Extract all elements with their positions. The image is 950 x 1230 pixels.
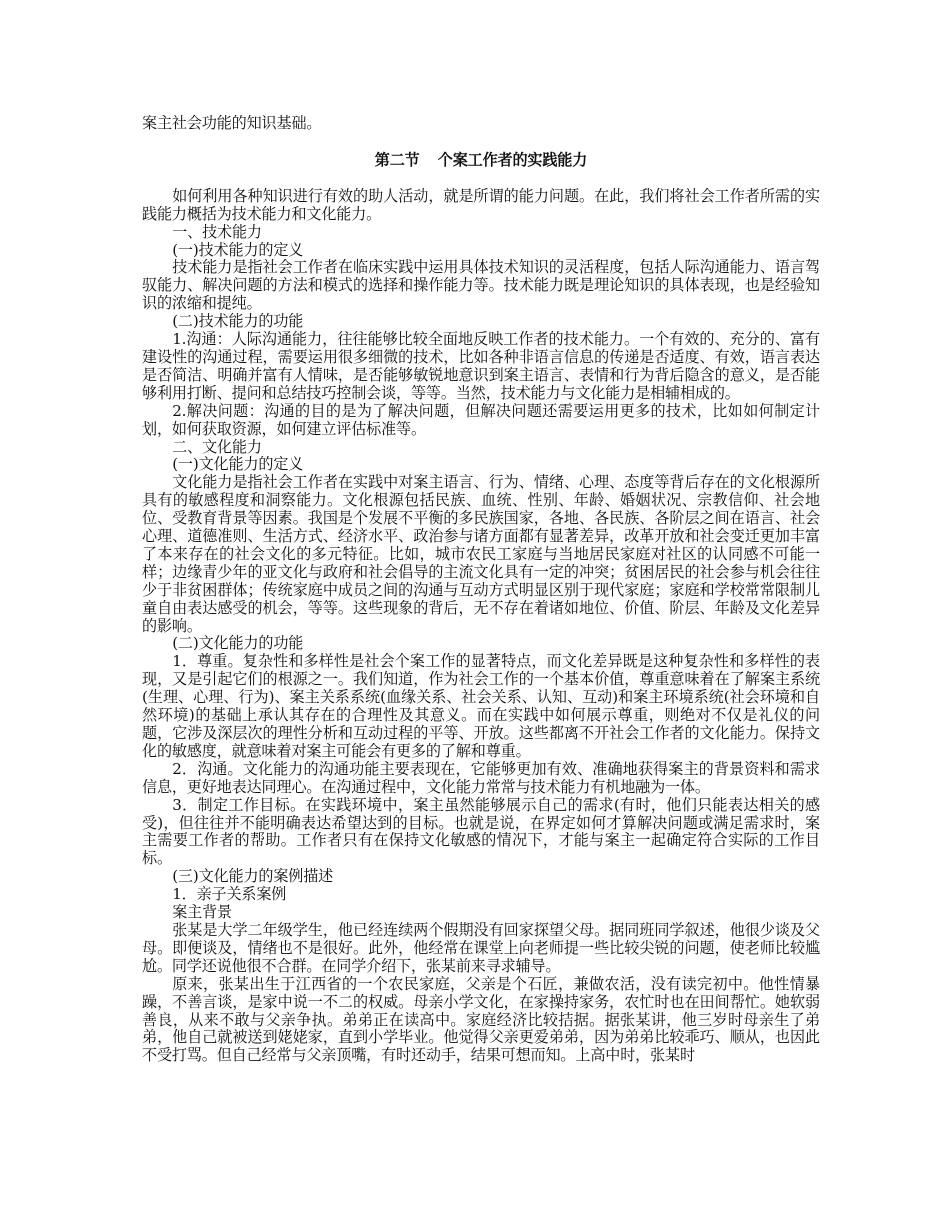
intro-paragraph: 如何利用各种知识进行有效的助人活动，就是所谓的能力问题。在此，我们将社会工作者所需的实践能力概括为技术能力和文化能力。 — [142, 186, 820, 223]
subheading-technical-function: (二)技术能力的功能 — [172, 312, 304, 331]
subheading-technical-definition: (一)技术能力的定义 — [172, 240, 304, 259]
subheading-cultural-definition: (一)文化能力的定义 — [172, 455, 304, 474]
paragraph-case-intro: 张某是大学二年级学生，他已经连续两个假期没有回家探望父母。据同班同学叙述，他很少谈及父母。即便谈及，情绪也不是很好。此外，他经常在课堂上向老师提一些比较尖锐的问题，使老师比较尴尬。同学还说他很不合群。在同学介绍下，张某前来寻求辅导。 — [142, 920, 820, 975]
heading-technical-ability: 一、技术能力 — [172, 222, 262, 241]
paragraph-respect: 1．尊重。复杂性和多样性是社会个案工作的显著特点，而文化差异既是这种复杂性和多样性的表现，又是引起它们的根源之一。我们知道，作为社会工作的一个基本价值，尊重意味着在了解案主系统(生理、心理、行为)、案主关系系统(血缘关系、社会关系、认知、互动)和案主环境系统(社会环境和自然环境)的基础上承认其存在的合理性及其意义。而在实践中如何展示尊重，则绝对不仅是礼仪的问题，它涉及深层次的理性分析和互动过程的平等、开放。这些都离不开社会工作者的文化能力。保持文化的敏感度，就意味着对案主可能会有更多的了解和尊重。 — [142, 652, 820, 760]
heading-cultural-ability: 二、文化能力 — [172, 437, 262, 456]
paragraph-work-goals: 3．制定工作目标。在实践环境中，案主虽然能够展示自己的需求(有时，他们只能表达相关的感受)，但往往并不能明确表达希望达到的目标。也就是说，在界定如何才算解决问题或满足需求时，案主需要工作者的帮助。工作者只有在保持文化敏感的情况下，才能与案主一起确定符合实际的工作目标。 — [142, 795, 820, 868]
subheading-case-description: (三)文化能力的案例描述 — [172, 867, 334, 886]
paragraph-family-background: 原来，张某出生于江西省的一个农民家庭，父亲是个石匠，兼做农活，没有读完初中。他性情暴躁，不善言谈，是家中说一不二的权威。母亲小学文化，在家操持家务，农忙时也在田间帮忙。她软弱善良，从来不敢与父亲争执。弟弟正在读高中。家庭经济比较拮据。据张某讲，他三岁时母亲生了弟弟，他自己就被送到姥姥家，直到小学毕业。他觉得父亲更爱弟弟，因为弟弟比较乖巧、顺从，也因此不受打骂。但自己经常与父亲顶嘴，有时还动手，结果可想而知。上高中时，张某时 — [142, 974, 820, 1065]
section-title-text: 个案工作者的实践能力 — [437, 150, 588, 169]
opening-line: 案主社会功能的知识基础。 — [142, 114, 322, 132]
section-title-number: 第二节 — [374, 150, 420, 169]
paragraph-problem-solving: 2.解决问题：沟通的目的是为了解决问题，但解决问题还需要运用更多的技术，比如如何制定计划，如何获取资源，如何建立评估标准等。 — [142, 401, 820, 438]
paragraph-communication: 1.沟通：人际沟通能力，往往能够比较全面地反映工作者的技术能力。一个有效的、充分的、富有建设性的沟通过程，需要运用很多细微的技术，比如各种非语言信息的传递是否适度、有效，语言表达是否简洁、明确并富有人情味，是否能够敏锐地意识到案主语言、表情和行为背后隐含的意义，是否能够利用打断、提问和总结技巧控制会谈，等等。当然，技术能力与文化能力是相辅相成的。 — [142, 330, 820, 402]
section-title — [142, 152, 820, 170]
paragraph-technical-definition: 技术能力是指社会工作者在临床实践中运用具体技术知识的灵活程度，包括人际沟通能力、语言驾驭能力、解决问题的方法和模式的选择和操作能力等。技术能力既是理论知识的具体表现，也是经验知识的浓缩和提纯。 — [142, 258, 820, 313]
subheading-cultural-function: (二)文化能力的功能 — [172, 634, 304, 653]
paragraph-cultural-definition: 文化能力是指社会工作者在实践中对案主语言、行为、情绪、心理、态度等背后存在的文化根源所具有的敏感程度和洞察能力。文化根源包括民族、血统、性别、年龄、婚姻状况、宗教信仰、社会地位、受教育背景等因素。我国是个发展不平衡的多民族国家，各地、各民族、各阶层之间在语言、社会心理、道德准则、生活方式、经济水平、政治参与诸方面都有显著差异，改革开放和社会变迁更加丰富了本来存在的社会文化的多元特征。比如，城市农民工家庭与当地居民家庭对社区的认同感不可能一样；边缘青少年的亚文化与政府和社会倡导的主流文化具有一定的冲突；贫困居民的社会参与机会往往少于非贫困群体；传统家庭中成员之间的沟通与互动方式明显区别于现代家庭；家庭和学校常常限制儿童自由表达感受的机会，等等。这些现象的背后，无不存在着诸如地位、价值、阶层、年龄及文化差异的影响。 — [142, 473, 820, 635]
heading-parent-child-case: 1．亲子关系案例 — [172, 885, 287, 904]
paragraph-cultural-communication: 2．沟通。文化能力的沟通功能主要表现在，它能够更加有效、准确地获得案主的背景资料和需求信息，更好地表达同理心。在沟通过程中，文化能力常常与技术能力有机地融为一体。 — [142, 759, 820, 796]
heading-client-background: 案主背景 — [172, 903, 232, 922]
